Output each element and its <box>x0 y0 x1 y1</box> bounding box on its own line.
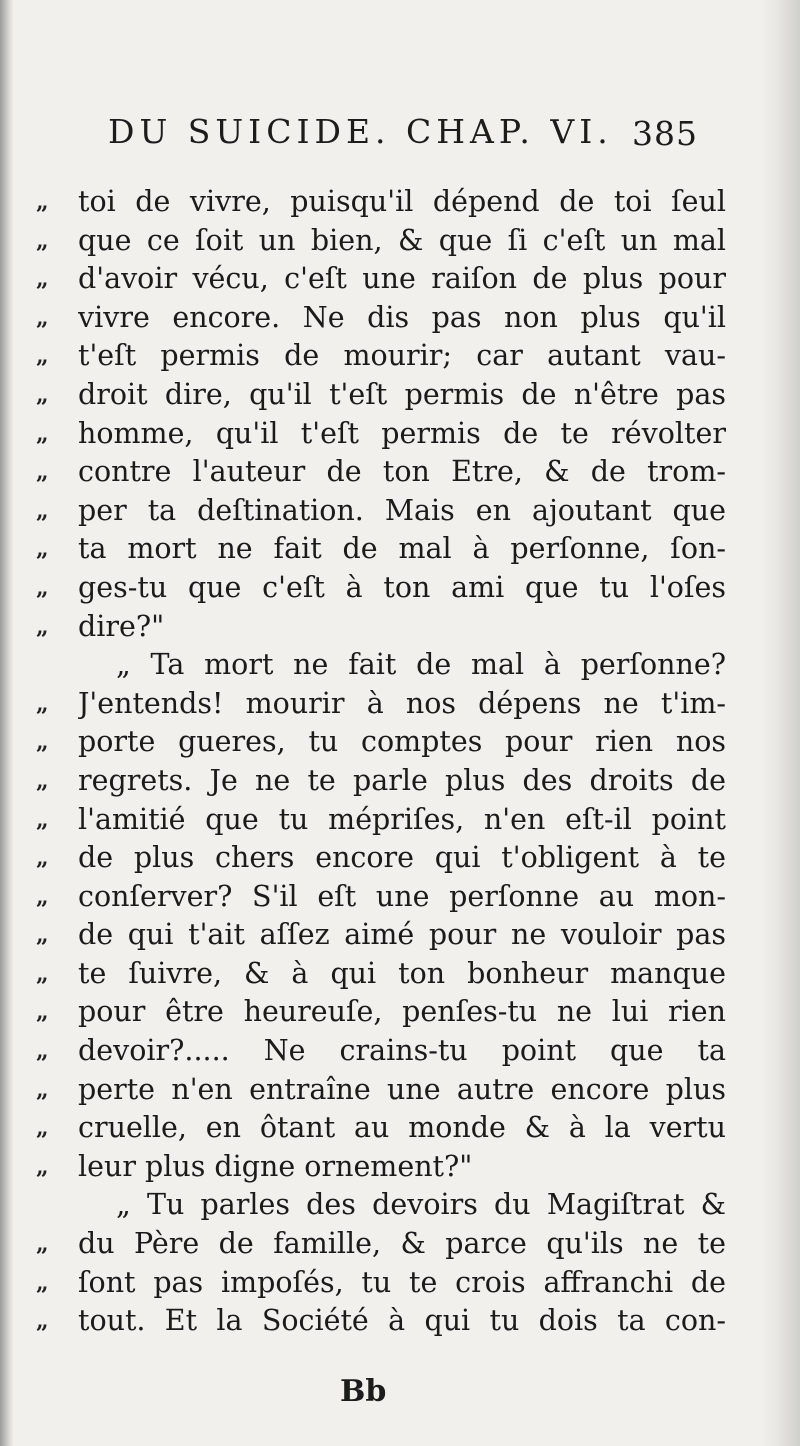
line-text: „ Ta mort ne fait de mal à perſonne? <box>116 648 726 682</box>
text-line <box>36 260 726 299</box>
page-header <box>108 112 698 156</box>
line-text: contre l'auteur de ton Etre, & de trom- <box>78 455 726 489</box>
text-line <box>36 878 726 917</box>
quote-mark: „ <box>36 574 49 601</box>
quote-mark: „ <box>36 227 49 254</box>
text-line <box>36 955 726 994</box>
text-line <box>36 1264 726 1303</box>
quote-mark: „ <box>36 806 49 833</box>
quote-mark: „ <box>36 1038 49 1065</box>
line-text: tout. Et la Société à qui tu dois ta con- <box>78 1304 726 1338</box>
page-number: 385 <box>632 114 698 153</box>
quote-mark: „ <box>36 1231 49 1258</box>
quote-mark: „ <box>36 266 49 293</box>
text-line <box>36 1302 726 1341</box>
line-text: vivre encore. Ne dis pas non plus qu'il <box>78 300 726 334</box>
quote-mark: „ <box>36 1076 49 1103</box>
line-text: de qui t'ait aſſez aimé pour ne vouloir pas <box>78 918 726 952</box>
paragraph-start-line <box>36 1186 726 1225</box>
text-line <box>36 492 726 531</box>
text-line <box>36 1071 726 1110</box>
line-text: regrets. Je ne te parle plus des droits de <box>78 763 726 797</box>
quote-mark: „ <box>36 189 49 215</box>
line-text: l'amitié que tu mépriſes, n'en eſt-il point <box>78 802 726 836</box>
quote-mark: „ <box>36 343 49 370</box>
signature-mark: Bb <box>340 1374 387 1409</box>
line-text: J'entends! mourir à nos dépens ne t'im- <box>78 686 726 720</box>
text-line <box>36 1225 726 1264</box>
text-line <box>36 337 726 376</box>
line-text: pour être heureuſe, penſes-tu ne lui rien <box>78 995 726 1029</box>
line-text: dire?" <box>78 609 165 643</box>
quote-mark: „ <box>36 845 49 872</box>
line-text: ſont pas impoſés, tu te crois affranchi de <box>78 1265 726 1299</box>
quote-mark: „ <box>36 922 49 949</box>
line-text: t'eſt permis de mourir; car autant vau- <box>78 339 726 373</box>
quote-mark: „ <box>36 1115 49 1142</box>
text-line <box>36 1148 726 1187</box>
running-head: DU SUICIDE. CHAP. VI. <box>108 112 613 151</box>
quote-mark: „ <box>36 459 49 486</box>
text-line <box>36 801 726 840</box>
text-line <box>36 453 726 492</box>
line-text: ges-tu que c'eſt à ton ami que tu l'oſes <box>78 570 726 604</box>
quote-mark: „ <box>36 381 49 408</box>
line-text: de plus chers encore qui t'obligent à te <box>78 841 726 875</box>
quote-mark: „ <box>36 690 49 717</box>
line-text: leur plus digne ornement?" <box>78 1149 473 1183</box>
line-text: que ce ſoit un bien, & que ſi c'eſt un mal <box>78 223 726 257</box>
line-text: ta mort ne fait de mal à perſonne, ſon- <box>78 532 726 566</box>
text-line <box>36 415 726 454</box>
line-text: perte n'en entraîne une autre encore plus <box>78 1072 726 1106</box>
quote-mark: „ <box>36 613 49 640</box>
paragraph-start-line <box>36 646 726 685</box>
text-line <box>36 723 726 762</box>
line-text: conſerver? S'il eſt une perſonne au mon- <box>78 879 726 913</box>
page-gutter-shadow <box>0 0 14 1446</box>
line-text: cruelle, en ôtant au monde & à la vertu <box>78 1111 726 1145</box>
text-line <box>36 376 726 415</box>
page-edge-shadow <box>760 0 800 1446</box>
body-text <box>36 183 726 1341</box>
text-line <box>36 993 726 1032</box>
text-line <box>36 762 726 801</box>
quote-mark: „ <box>36 999 49 1026</box>
quote-mark: „ <box>36 1153 49 1180</box>
line-text: porte gueres, tu comptes pour rien nos <box>78 725 726 759</box>
text-line <box>36 183 726 222</box>
line-text: homme, qu'il t'eſt permis de te révolter <box>78 416 726 450</box>
quote-mark: „ <box>36 497 49 524</box>
line-text: devoir?..... Ne crains-tu point que ta <box>78 1034 726 1068</box>
quote-mark: „ <box>36 1269 49 1296</box>
line-text: d'avoir vécu, c'eſt une raiſon de plus pour <box>78 262 726 296</box>
quote-mark: „ <box>36 420 49 447</box>
quote-mark: „ <box>36 767 49 794</box>
quote-mark: „ <box>36 729 49 756</box>
text-line <box>36 685 726 724</box>
line-text: „ Tu parles des devoirs du Magiſtrat & <box>116 1188 726 1222</box>
quote-mark: „ <box>36 1308 49 1335</box>
quote-mark: „ <box>36 536 49 563</box>
line-text: toi de vivre, puisqu'il dépend de toi ſeul <box>78 185 726 218</box>
line-text: per ta deſtination. Mais en ajoutant que <box>78 493 726 527</box>
line-text: du Père de famille, & parce qu'ils ne te <box>78 1227 726 1261</box>
text-line <box>36 1032 726 1071</box>
text-line <box>36 222 726 261</box>
line-text: te ſuivre, & à qui ton bonheur manque <box>78 956 726 990</box>
text-line <box>36 608 726 647</box>
text-line <box>36 839 726 878</box>
line-text: droit dire, qu'il t'eſt permis de n'être pas <box>78 377 726 411</box>
quote-mark: „ <box>36 304 49 331</box>
text-line <box>36 299 726 338</box>
text-line <box>36 569 726 608</box>
quote-mark: „ <box>36 960 49 987</box>
text-line <box>36 530 726 569</box>
text-line <box>36 1109 726 1148</box>
text-line <box>36 916 726 955</box>
quote-mark: „ <box>36 883 49 910</box>
